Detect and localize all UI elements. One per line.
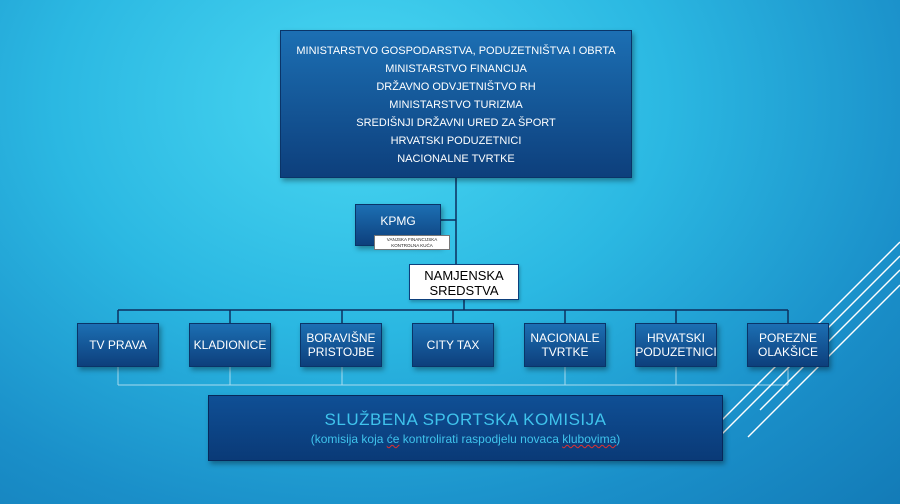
category-hrvatski-poduzetnici (635, 323, 717, 367)
commission-subtitle (311, 432, 621, 446)
center-line: NAMJENSKA (424, 268, 504, 283)
category-label: PRISTOJBE (307, 345, 375, 359)
category-label: OLAKŠICE (757, 345, 819, 359)
ministry-line: DRŽAVNO ODVJETNIŠTVO RH (376, 81, 536, 93)
ministry-line: MINISTARSTVO GOSPODARSTVA, PODUZETNIŠTVA I OBRTA (296, 45, 616, 57)
subtitle-text: kontrolirati raspodjelu novaca (399, 432, 563, 446)
category-label: HRVATSKI (646, 331, 705, 345)
ministry-line: MINISTARSTVO FINANCIJA (385, 63, 527, 75)
kpmg-note (374, 235, 450, 250)
category-label: POREZNE (758, 331, 817, 345)
subtitle-text: klubovima (562, 432, 617, 446)
center-line: SREDSTVA (429, 283, 499, 298)
ministry-line: NACIONALNE TVRTKE (397, 153, 515, 165)
category-nacionale-tvrtke (524, 323, 606, 367)
category-label: PODUZETNICI (635, 345, 717, 359)
category-porezne-olaksice (747, 323, 829, 367)
kpmg-note-line: KONTROLNA KUĆA (391, 242, 433, 248)
kpmg-label: KPMG (380, 214, 416, 228)
commission-title: SLUŽBENA SPORTSKA KOMISIJA (324, 410, 607, 429)
namjenska-sredstva-box (409, 264, 519, 300)
sportska-komisija-box (208, 395, 723, 461)
subtitle-text: (komisija koja (310, 432, 387, 446)
subtitle-text: ) (616, 432, 621, 446)
category-kladionice (189, 323, 271, 367)
category-label: BORAVIŠNE (306, 331, 376, 345)
category-tv-prava (77, 323, 159, 367)
category-label: TVRTKE (541, 345, 589, 359)
ministry-line: SREDIŠNJI DRŽAVNI URED ZA ŠPORT (356, 117, 556, 129)
category-boravisne-pristojbe (300, 323, 382, 367)
kpmg-note-line: VANJSKA FINANCIJSKA (386, 237, 438, 242)
ministry-line: HRVATSKI PODUZETNICI (390, 135, 522, 147)
category-label: CITY TAX (426, 338, 480, 352)
ministries-box (280, 30, 632, 178)
category-label: NACIONALE (530, 331, 600, 345)
subtitle-text: će (386, 432, 400, 446)
category-label: TV PRAVA (89, 338, 147, 352)
category-label: KLADIONICE (193, 338, 267, 352)
ministry-line: MINISTARSTVO TURIZMA (389, 99, 523, 111)
category-city-tax (412, 323, 494, 367)
bracket-lines (118, 367, 788, 385)
